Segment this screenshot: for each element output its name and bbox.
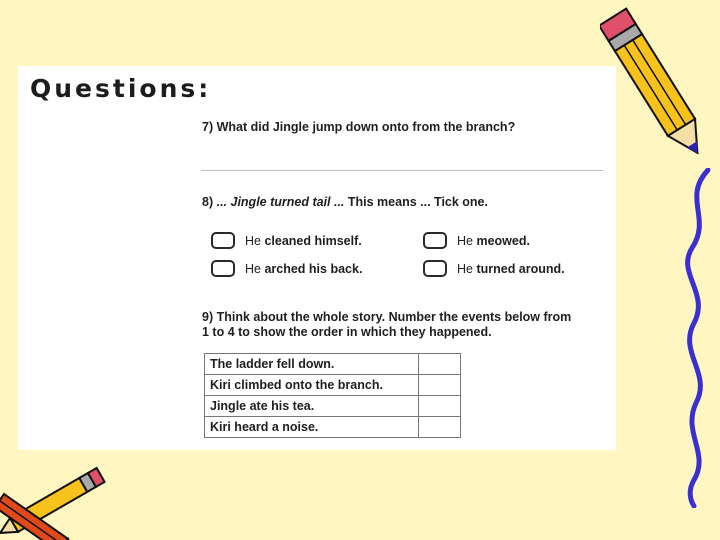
option-label: turned around. [476, 261, 565, 276]
events-table [204, 353, 461, 438]
option-turned-around[interactable] [423, 260, 565, 277]
question-text-line-1: Think about the whole story. Number the events below from [216, 310, 572, 324]
event-text: Kiri heard a noise. [205, 417, 419, 438]
page-title: Questions: [30, 74, 212, 103]
worksheet [18, 66, 616, 450]
question-7 [202, 120, 515, 134]
order-number-box[interactable] [419, 354, 461, 375]
question-text: What did Jingle jump down onto from the branch? [216, 120, 516, 134]
option-prefix: He [245, 261, 265, 276]
option-arched-his-back[interactable] [211, 260, 362, 277]
tick-box[interactable] [211, 232, 235, 249]
order-number-box[interactable] [419, 375, 461, 396]
question-9 [202, 310, 571, 340]
option-cleaned-himself[interactable] [211, 232, 362, 249]
option-label: arched his back. [264, 261, 363, 276]
event-text: Kiri climbed onto the branch. [205, 375, 419, 396]
option-prefix: He [245, 233, 265, 248]
table-row [205, 396, 461, 417]
option-prefix: He [457, 261, 477, 276]
order-number-box[interactable] [419, 396, 461, 417]
question-number: 9) [202, 310, 214, 324]
squiggle-line-icon [672, 168, 720, 508]
question-number: 8) [202, 195, 214, 209]
pencil-clipart-icon [600, 0, 710, 170]
table-row [205, 354, 461, 375]
table-row [205, 375, 461, 396]
question-number: 7) [202, 120, 214, 134]
table-row [205, 417, 461, 438]
tick-box[interactable] [211, 260, 235, 277]
order-number-box[interactable] [419, 417, 461, 438]
answer-line[interactable] [201, 170, 603, 171]
question-8 [202, 195, 488, 209]
tick-box[interactable] [423, 260, 447, 277]
question-quote: ... Jingle turned tail ... [216, 195, 345, 209]
question-text: This means ... Tick one. [347, 195, 488, 209]
option-label: meowed. [476, 233, 530, 248]
option-meowed[interactable] [423, 232, 530, 249]
option-prefix: He [457, 233, 477, 248]
question-text-line-2: 1 to 4 to show the order in which they happened. [202, 325, 492, 339]
tick-box[interactable] [423, 232, 447, 249]
event-text: The ladder fell down. [205, 354, 419, 375]
pencils-clipart-icon [0, 458, 110, 540]
option-label: cleaned himself. [264, 233, 362, 248]
event-text: Jingle ate his tea. [205, 396, 419, 417]
